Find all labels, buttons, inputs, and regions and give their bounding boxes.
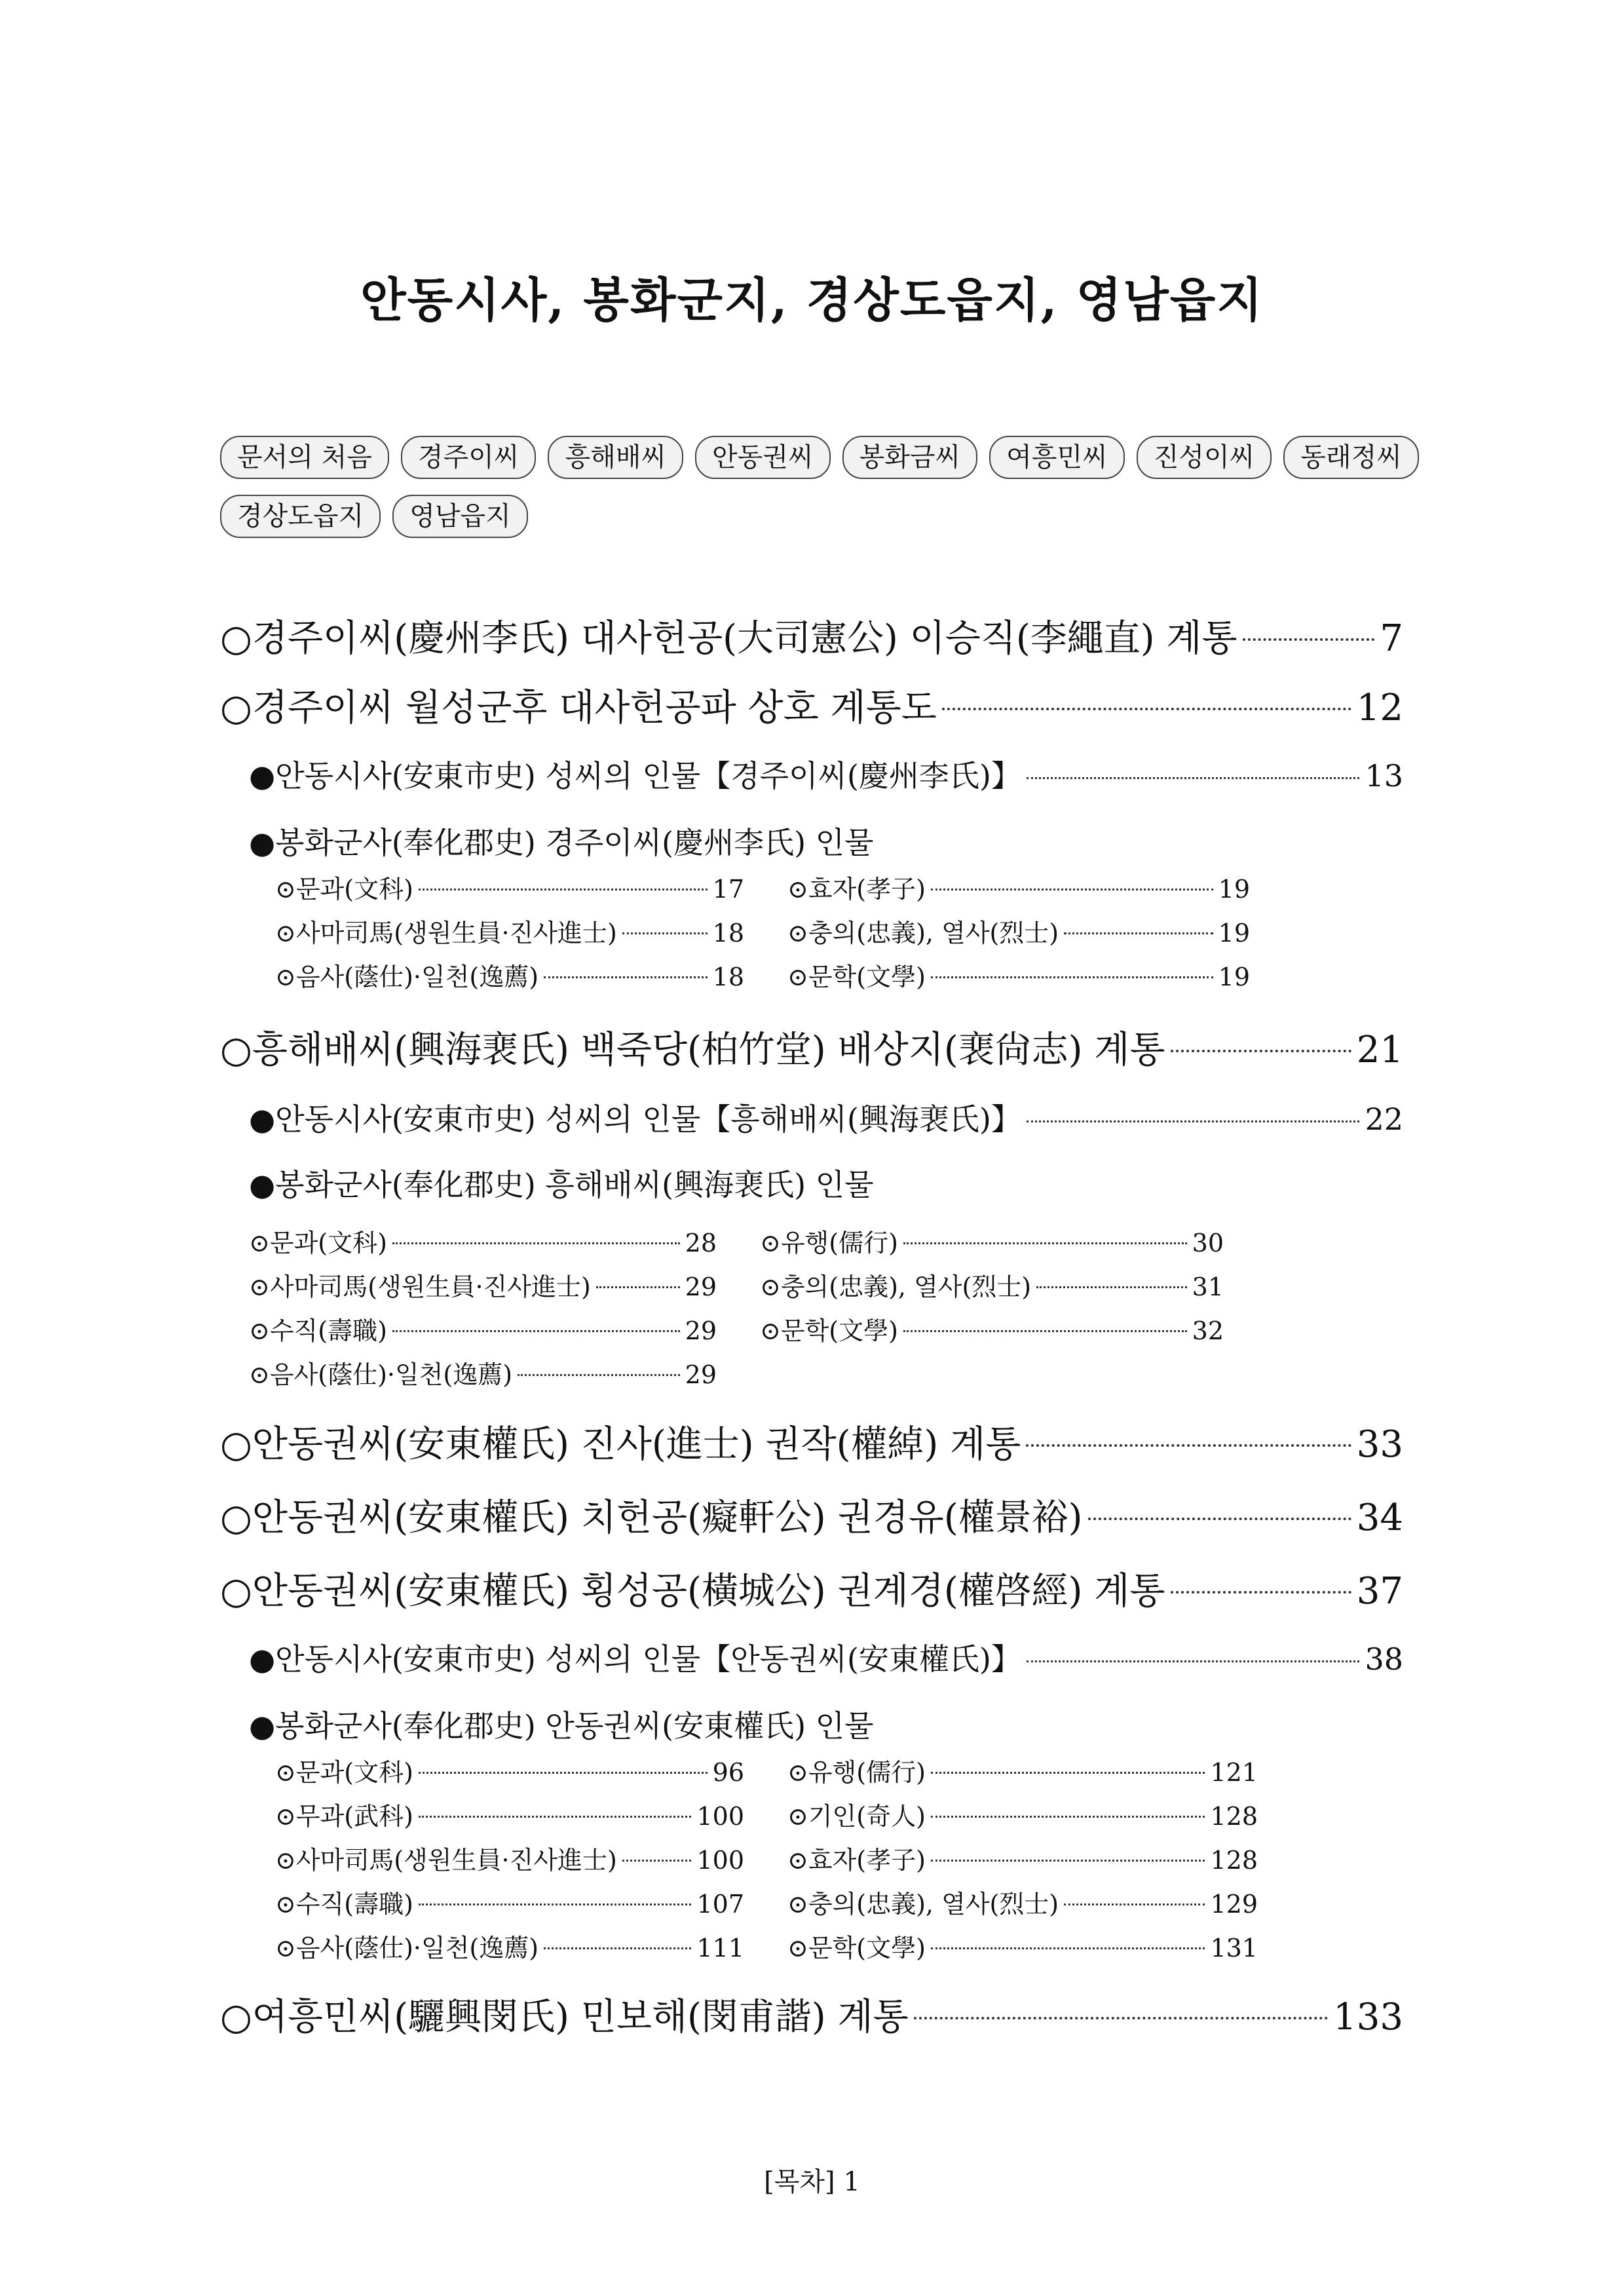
toc-sub-title: ⊙문학(文學) xyxy=(787,1934,926,1962)
toc-sub-page: 31 xyxy=(1192,1272,1224,1301)
toc-sub-entry[interactable] xyxy=(787,1840,1258,1876)
toc-entry-title: ○흥해배씨(興海裵氏) 백죽당(柏竹堂) 배상지(裵尙志) 계통 xyxy=(220,1029,1165,1071)
toc-sub-entry[interactable] xyxy=(787,913,1250,949)
toc-sub-page: 111 xyxy=(696,1934,744,1962)
toc-sub-page: 107 xyxy=(696,1890,744,1919)
toc-sub-page: 131 xyxy=(1210,1934,1258,1962)
toc-sub-entry[interactable] xyxy=(275,1752,744,1788)
toc-sub-title: ⊙문과(文科) xyxy=(275,1758,413,1787)
toc-sub-page: 19 xyxy=(1218,919,1250,947)
toc-leader-dots xyxy=(544,1947,691,1949)
nav-button-yeoheung-min[interactable]: 여흥민씨 xyxy=(989,436,1125,479)
toc-entry[interactable] xyxy=(220,1021,1403,1073)
toc-sub-entry[interactable] xyxy=(787,1752,1258,1788)
toc-sub-entry[interactable] xyxy=(760,1223,1224,1259)
toc-sub-title: ⊙효자(孝子) xyxy=(787,875,926,904)
toc-leader-dots xyxy=(392,1330,680,1332)
toc-sub-entry[interactable] xyxy=(275,1928,744,1964)
toc-leader-dots xyxy=(419,1772,708,1774)
toc-entry[interactable] xyxy=(249,1096,1403,1139)
toc-sub-page: 121 xyxy=(1210,1758,1258,1787)
toc-leader-dots xyxy=(1026,1444,1351,1447)
toc-sub-page: 17 xyxy=(712,875,744,904)
nav-button-group xyxy=(220,436,1419,554)
toc-leader-dots xyxy=(1064,1904,1205,1905)
toc-sub-title: ⊙사마司馬(생원生員·진사進士) xyxy=(275,919,617,947)
toc-leader-dots xyxy=(931,1772,1205,1774)
nav-button-gyeongju-lee[interactable]: 경주이씨 xyxy=(401,436,537,479)
toc-sub-entry[interactable] xyxy=(760,1311,1224,1347)
toc-sub-title: ⊙문학(文學) xyxy=(787,963,926,991)
toc-leader-dots xyxy=(622,932,708,934)
toc-entry[interactable] xyxy=(249,752,1403,795)
toc-leader-dots xyxy=(622,1860,692,1862)
toc-sub-entry[interactable] xyxy=(275,1796,744,1832)
toc-entry[interactable] xyxy=(220,1988,1403,2040)
toc-sub-title: ⊙음사(蔭仕)·일천(逸薦) xyxy=(249,1360,513,1389)
toc-entry[interactable] xyxy=(220,679,1403,731)
toc-sub-title: ⊙음사(蔭仕)·일천(逸薦) xyxy=(275,963,539,991)
toc-sub-title: ⊙유행(儒行) xyxy=(787,1758,926,1787)
nav-button-jinseong-lee[interactable]: 진성이씨 xyxy=(1137,436,1272,479)
toc-sub-title: ⊙기인(奇人) xyxy=(787,1802,926,1831)
toc-entry-page: 12 xyxy=(1356,687,1403,729)
toc-entry-page: 37 xyxy=(1356,1570,1403,1613)
toc-sub-title: ⊙충의(忠義), 열사(烈士) xyxy=(760,1272,1032,1301)
toc-entry-heading xyxy=(249,1161,1403,1204)
toc-entry[interactable] xyxy=(220,609,1403,662)
toc-entry-title: ○안동권씨(安東權氏) 횡성공(橫城公) 권계경(權啓經) 계통 xyxy=(220,1570,1165,1613)
nav-button-dongnae-jeong[interactable]: 동래정씨 xyxy=(1283,436,1419,479)
nav-button-heunghae-bae[interactable]: 흥해배씨 xyxy=(548,436,683,479)
toc-leader-dots xyxy=(392,1242,680,1244)
toc-sub-page: 29 xyxy=(685,1316,717,1345)
toc-sub-title: ⊙사마司馬(생원生員·진사進士) xyxy=(249,1272,591,1301)
toc-entry-title: ●봉화군사(奉化郡史) 흥해배씨(興海裵氏) 인물 xyxy=(249,1167,874,1202)
toc-leader-dots xyxy=(419,889,708,890)
nav-button-gyeongsangdo-eupji[interactable]: 경상도읍지 xyxy=(220,495,381,538)
toc-entry-page: 133 xyxy=(1333,1996,1403,2038)
toc-leader-dots xyxy=(942,708,1351,710)
toc-leader-dots xyxy=(1171,1050,1351,1052)
toc-sub-title: ⊙무과(武科) xyxy=(275,1802,413,1831)
toc-entry-title: ○여흥민씨(驪興閔氏) 민보해(閔甫諧) 계통 xyxy=(220,1996,909,2038)
toc-sub-page: 96 xyxy=(712,1758,744,1787)
toc-sub-entry[interactable] xyxy=(787,869,1250,905)
toc-leader-dots xyxy=(544,976,708,978)
toc-leader-dots xyxy=(1027,1120,1360,1122)
toc-entry-page: 34 xyxy=(1356,1497,1403,1539)
toc-sub-title: ⊙유행(儒行) xyxy=(760,1229,898,1257)
toc-entry[interactable] xyxy=(249,1636,1403,1679)
toc-leader-dots xyxy=(1088,1518,1351,1520)
toc-sub-page: 129 xyxy=(1210,1890,1258,1919)
toc-leader-dots xyxy=(518,1374,680,1376)
nav-button-start[interactable]: 문서의 처음 xyxy=(220,436,389,479)
toc-leader-dots xyxy=(931,976,1213,978)
toc-leader-dots xyxy=(903,1330,1187,1332)
toc-sub-page: 29 xyxy=(685,1360,717,1389)
nav-button-bonghwa-geum[interactable]: 봉화금씨 xyxy=(842,436,978,479)
toc-sub-title: ⊙수직(壽職) xyxy=(249,1316,387,1345)
toc-entry-title: ●봉화군사(奉化郡史) 경주이씨(慶州李氏) 인물 xyxy=(249,825,874,860)
toc-entry-page: 38 xyxy=(1365,1641,1403,1677)
toc-leader-dots xyxy=(931,889,1213,890)
toc-leader-dots xyxy=(1064,932,1213,934)
toc-entry-page: 13 xyxy=(1365,758,1403,794)
toc-sub-page: 128 xyxy=(1210,1802,1258,1831)
toc-sub-entry[interactable] xyxy=(275,869,744,905)
toc-entry-heading xyxy=(249,1702,1403,1746)
toc-sub-entry[interactable] xyxy=(249,1354,717,1390)
toc-leader-dots xyxy=(419,1816,692,1818)
toc-sub-title: ⊙사마司馬(생원生員·진사進士) xyxy=(275,1846,617,1875)
toc-sub-entry[interactable] xyxy=(249,1267,717,1303)
toc-entry-page: 33 xyxy=(1356,1423,1403,1466)
toc-sub-title: ⊙문학(文學) xyxy=(760,1316,898,1345)
toc-sub-page: 18 xyxy=(712,919,744,947)
toc-entry-page: 21 xyxy=(1356,1029,1403,1071)
toc-entry-title: ○안동권씨(安東權氏) 진사(進士) 권작(權綽) 계통 xyxy=(220,1423,1021,1466)
toc-entry-page: 7 xyxy=(1380,617,1403,660)
toc-sub-title: ⊙문과(文科) xyxy=(275,875,413,904)
toc-leader-dots xyxy=(1243,638,1375,641)
toc-entry-title: ○안동권씨(安東權氏) 치헌공(癡軒公) 권경유(權景裕) xyxy=(220,1497,1083,1539)
toc-sub-title: ⊙충의(忠義), 열사(烈士) xyxy=(787,1890,1059,1919)
nav-button-yeongnam-eupji[interactable]: 영남읍지 xyxy=(392,495,528,538)
toc-sub-page: 32 xyxy=(1192,1316,1224,1345)
toc-sub-title: ⊙문과(文科) xyxy=(249,1229,387,1257)
toc-sub-page: 100 xyxy=(696,1802,744,1831)
toc-sub-title: ⊙충의(忠義), 열사(烈士) xyxy=(787,919,1059,947)
toc-entry-title: ●안동시사(安東市史) 성씨의 인물【안동권씨(安東權氏)】 xyxy=(249,1641,1021,1677)
toc-sub-entry[interactable] xyxy=(275,913,744,949)
toc-entry-title: ●안동시사(安東市史) 성씨의 인물【흥해배씨(興海裵氏)】 xyxy=(249,1101,1021,1137)
toc-sub-page: 18 xyxy=(712,963,744,991)
toc-sub-title: ⊙수직(壽職) xyxy=(275,1890,413,1919)
toc-entry-title: ○경주이씨 월성군후 대사헌공파 상호 계통도 xyxy=(220,687,937,729)
toc-sub-entry[interactable] xyxy=(275,1884,744,1920)
toc-sub-page: 19 xyxy=(1218,963,1250,991)
toc-sub-entry[interactable] xyxy=(275,957,744,993)
toc-leader-dots xyxy=(914,2017,1328,2019)
toc-entry[interactable] xyxy=(220,1415,1403,1468)
toc-sub-entry[interactable] xyxy=(787,1796,1258,1832)
toc-sub-page: 100 xyxy=(696,1846,744,1875)
toc-sub-page: 19 xyxy=(1218,875,1250,904)
document-title: 안동시사, 봉화군지, 경상도읍지, 영남읍지 xyxy=(360,272,1264,328)
toc-sub-entry[interactable] xyxy=(760,1267,1224,1303)
toc-leader-dots xyxy=(931,1860,1205,1862)
nav-row-1 xyxy=(220,436,1419,479)
toc-leader-dots xyxy=(931,1816,1205,1818)
toc-entry[interactable] xyxy=(220,1489,1403,1541)
toc-entry-title: ●안동시사(安東市史) 성씨의 인물【경주이씨(慶州李氏)】 xyxy=(249,758,1021,794)
toc-leader-dots xyxy=(1036,1286,1187,1288)
nav-row-2 xyxy=(220,495,1419,538)
toc-sub-page: 128 xyxy=(1210,1846,1258,1875)
toc-leader-dots xyxy=(1171,1591,1351,1594)
toc-sub-page: 29 xyxy=(685,1272,717,1301)
toc-sub-page: 30 xyxy=(1192,1229,1224,1257)
toc-leader-dots xyxy=(1027,1660,1360,1662)
toc-sub-entry[interactable] xyxy=(275,1840,744,1876)
toc-entry-heading xyxy=(249,819,1403,862)
toc-sub-title: ⊙효자(孝子) xyxy=(787,1846,926,1875)
toc-entry[interactable] xyxy=(220,1562,1403,1615)
toc-leader-dots xyxy=(419,1904,692,1905)
toc-sub-entry[interactable] xyxy=(249,1311,717,1347)
toc-leader-dots xyxy=(596,1286,680,1288)
nav-button-andong-kwon[interactable]: 안동권씨 xyxy=(695,436,831,479)
toc-sub-page: 28 xyxy=(685,1229,717,1257)
toc-sub-entry[interactable] xyxy=(249,1223,717,1259)
toc-sub-title: ⊙음사(蔭仕)·일천(逸薦) xyxy=(275,1934,539,1962)
toc-sub-entry[interactable] xyxy=(787,1884,1258,1920)
toc-entry-title: ○경주이씨(慶州李氏) 대사헌공(大司憲公) 이승직(李繩直) 계통 xyxy=(220,617,1237,660)
toc-entry-title: ●봉화군사(奉化郡史) 안동권씨(安東權氏) 인물 xyxy=(249,1708,874,1744)
toc-entry-page: 22 xyxy=(1365,1101,1403,1137)
toc-leader-dots xyxy=(903,1242,1187,1244)
toc-leader-dots xyxy=(931,1947,1205,1949)
page-footer: [목차] 1 xyxy=(764,2167,860,2197)
toc-sub-entry[interactable] xyxy=(787,1928,1258,1964)
toc-leader-dots xyxy=(1027,777,1360,779)
toc-sub-entry[interactable] xyxy=(787,957,1250,993)
